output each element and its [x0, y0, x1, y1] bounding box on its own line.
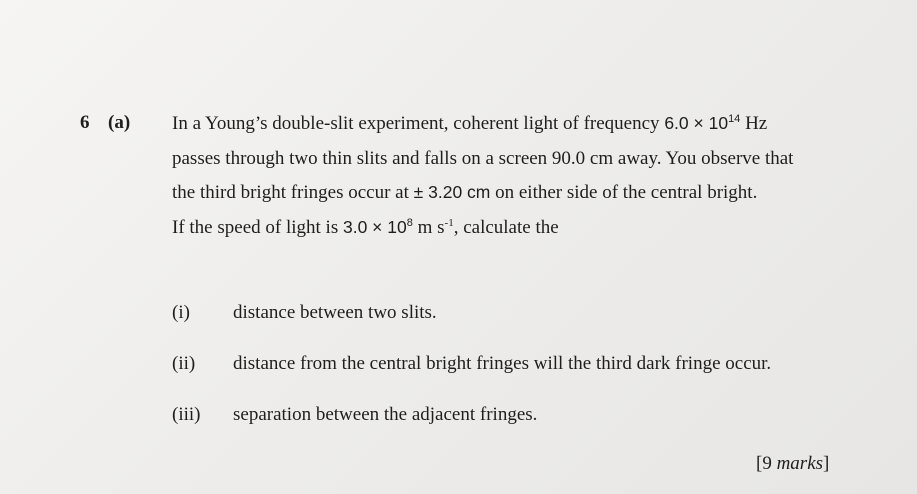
speed-mantissa: 3.0 × 10	[342, 217, 407, 237]
speed-exponent: 8	[406, 217, 413, 229]
question-line-2: passes through two thin slits and falls on a screen 90.0 cm away. You observe that	[172, 148, 794, 169]
question-number: 6	[80, 112, 90, 133]
subpart-label-ii: (ii)	[172, 353, 196, 374]
speed-unit	[413, 217, 454, 238]
marks-allocation	[756, 453, 829, 475]
subpart-text-i: distance between two slits.	[233, 302, 437, 323]
subpart-text-iii: separation between the adjacent fringes.	[233, 404, 538, 425]
speed-unit-base: m s	[412, 217, 445, 238]
frequency-exponent: 14	[728, 113, 741, 125]
frequency-unit: Hz	[740, 113, 768, 134]
question-line-3	[172, 183, 832, 202]
question-line-4	[172, 218, 832, 237]
speed-unit-exponent: -1	[444, 217, 454, 229]
speed-of-light-value	[343, 217, 413, 237]
frequency-value	[664, 113, 740, 133]
line4-after: , calculate the	[453, 217, 559, 238]
fringe-position-value: ± 3.20 cm	[413, 182, 491, 202]
line1-text: In a Young’s double-slit experiment, coherent light of frequency	[172, 113, 665, 134]
subpart-label-i: (i)	[172, 302, 190, 323]
marks-word: marks	[776, 453, 824, 474]
marks-open: [9	[756, 453, 777, 474]
question-line-1	[172, 114, 832, 133]
marks-close: ]	[823, 453, 830, 474]
subpart-label-iii: (iii)	[172, 404, 201, 425]
line3-before: the third bright fringes occur at	[172, 182, 414, 203]
question-part-label: (a)	[108, 112, 131, 133]
line4-before: If the speed of light is	[172, 217, 343, 238]
line3-after: on either side of the central bright.	[490, 182, 758, 203]
subpart-text-ii: distance from the central bright fringes will the third dark fringe occur.	[233, 353, 772, 374]
frequency-mantissa: 6.0 × 10	[664, 113, 729, 133]
